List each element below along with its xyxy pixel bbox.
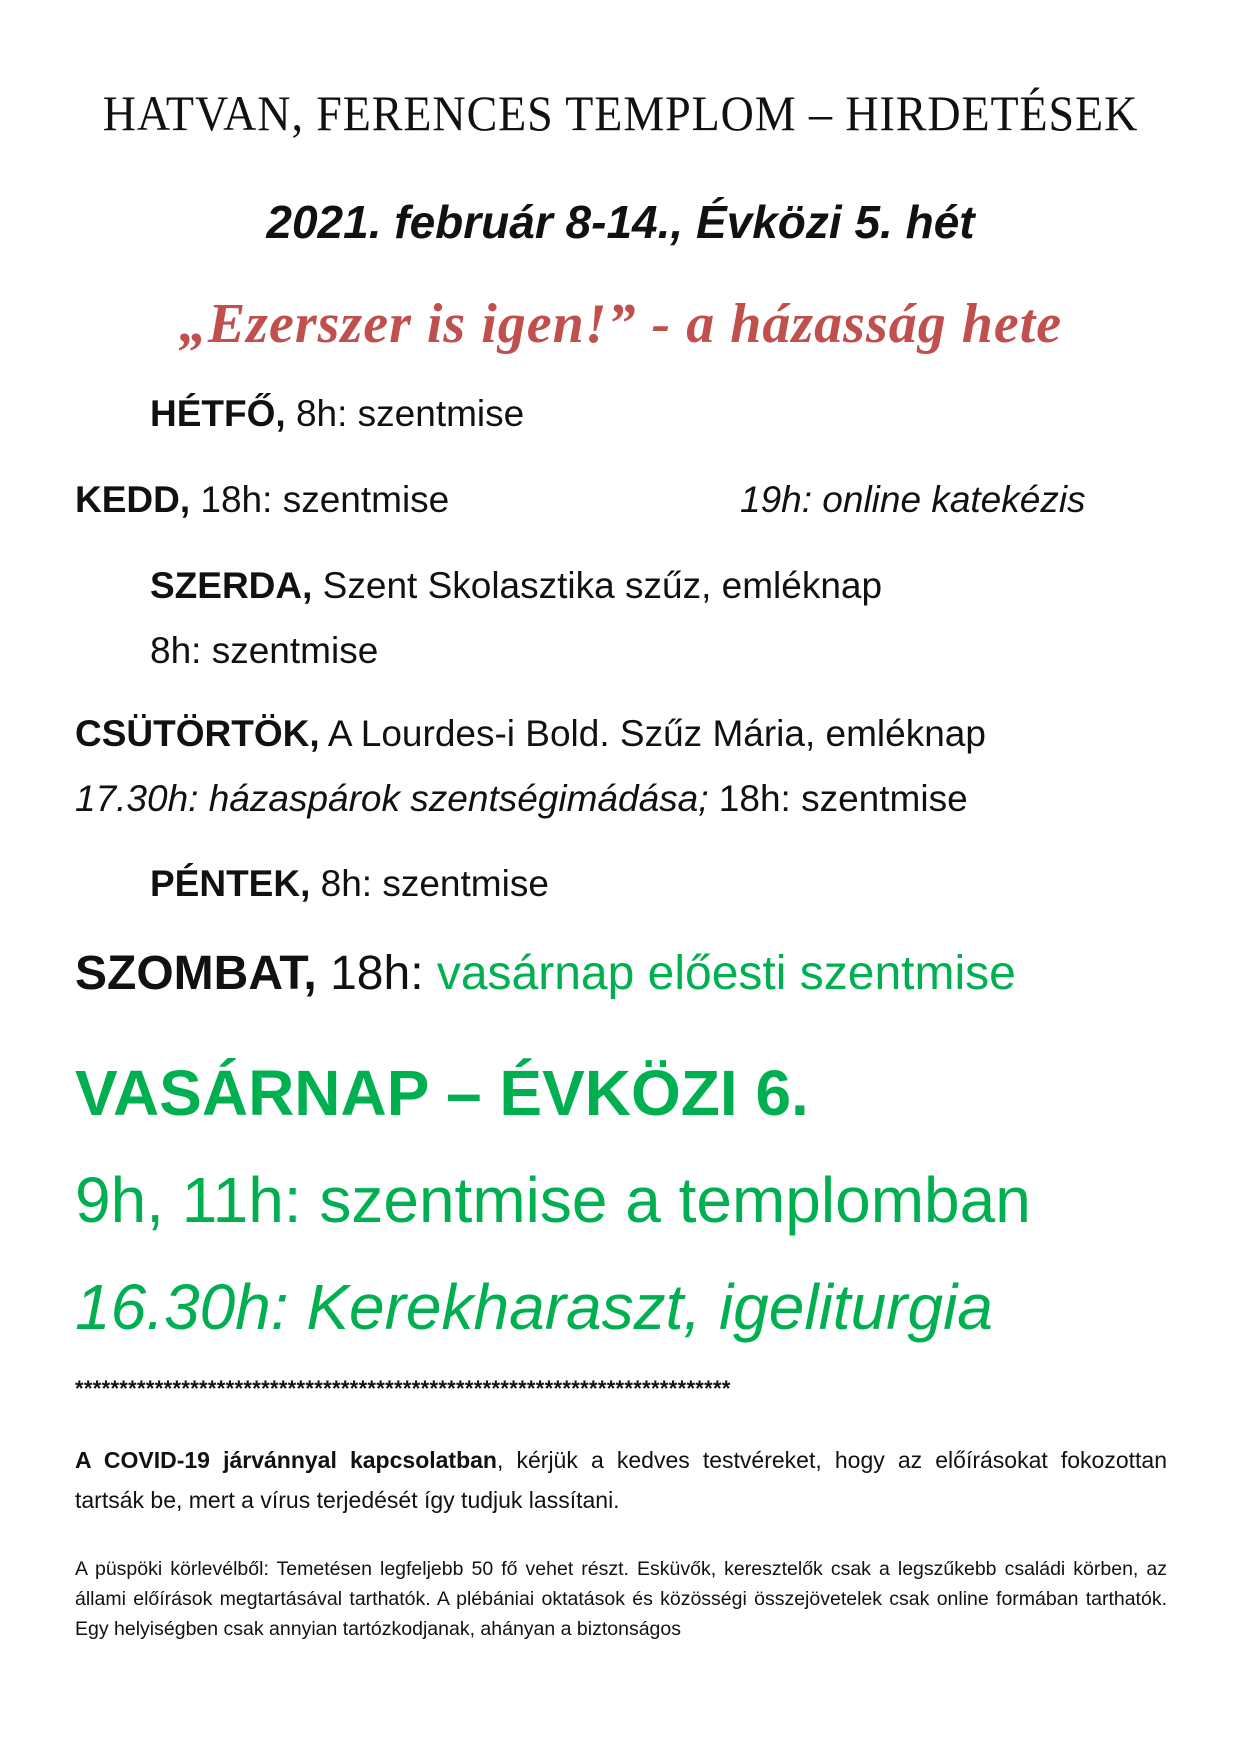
tuesday-line xyxy=(75,479,449,521)
separator: ************************************************************************** xyxy=(75,1376,731,1401)
thursday-day: CSÜTÖRTÖK, xyxy=(75,713,320,754)
monday-text: 8h: szentmise xyxy=(285,393,525,434)
covid-notice xyxy=(75,1440,1167,1520)
wednesday-line xyxy=(150,565,882,607)
week-date: 2021. február 8-14., Évközi 5. hét xyxy=(266,196,975,248)
thursday-adoration: 17.30h: házaspárok szentségimádása; xyxy=(75,778,709,819)
monday-day: HÉTFŐ, xyxy=(150,393,286,434)
sunday-heading: VASÁRNAP – ÉVKÖZI 6. xyxy=(75,1057,809,1129)
tuesday-extra: 19h: online katekézis xyxy=(740,479,1086,520)
sunday-line2: 16.30h: Kerekharaszt, igeliturgia xyxy=(75,1271,993,1343)
saturday-day: SZOMBAT, xyxy=(75,947,317,1000)
week-motto: „Ezerszer is igen!” - a házasság hete xyxy=(178,293,1063,355)
tuesday-text: 18h: szentmise xyxy=(190,479,450,520)
monday-line xyxy=(150,393,524,435)
wednesday-line2: 8h: szentmise xyxy=(150,630,379,671)
thursday-text: A Lourdes-i Bold. Szűz Mária, emléknap xyxy=(319,713,986,754)
saturday-line xyxy=(75,946,1016,1001)
tuesday-day: KEDD, xyxy=(75,479,191,520)
friday-day: PÉNTEK, xyxy=(150,863,311,904)
thursday-line xyxy=(75,713,986,755)
saturday-text: vasárnap előesti szentmise xyxy=(436,947,1016,1000)
thursday-mass: 18h: szentmise xyxy=(708,778,968,819)
bishop-letter: A püspöki körlevélből: Temetésen legfeljebb 50 fő vehet részt. Esküvők, keresztelők csak a legszűkebb családi körben, az állami előírások megtartásával tarthatók. A plébániai oktatások és közösségi összejövetelek csak online formában tarthatók. Egy helyiségben csak annyian tartózkodjanak, ahányan a biztonságos xyxy=(75,1558,1167,1640)
friday-line xyxy=(150,863,549,905)
saturday-time: 18h: xyxy=(316,947,437,1000)
wednesday-day: SZERDA, xyxy=(150,565,313,606)
friday-text: 8h: szentmise xyxy=(310,863,549,904)
covid-notice-bold: A COVID-19 járvánnyal kapcsolatban xyxy=(75,1447,497,1473)
sunday-line1: 9h, 11h: szentmise a templomban xyxy=(75,1164,1031,1236)
wednesday-text: Szent Skolasztika szűz, emléknap xyxy=(312,565,883,606)
page-title: HATVAN, FERENCES TEMPLOM – HIRDETÉSEK xyxy=(102,85,1139,141)
thursday-line2 xyxy=(75,778,968,820)
covid-notice-text: , kérjük a kedves testvéreket, hogy az előírásokat fokozottan tartsák be, mert a vírus terjedését így tudjuk lassítani. xyxy=(75,1447,1168,1513)
